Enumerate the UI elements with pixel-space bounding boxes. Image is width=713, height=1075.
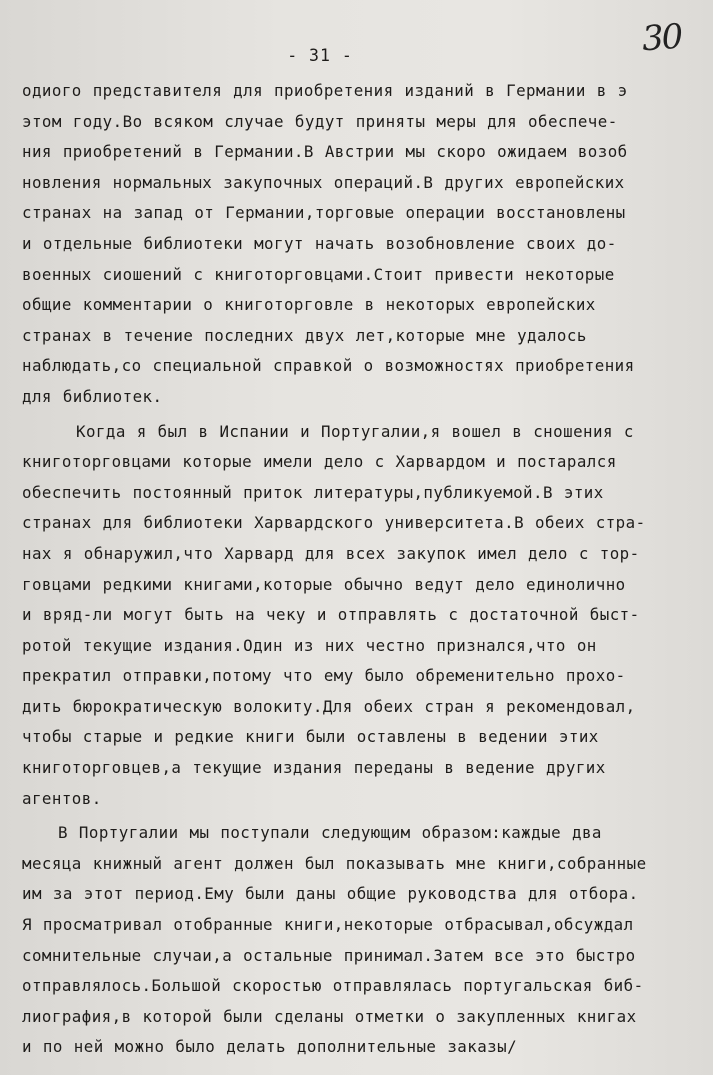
text-line: странах в течение последних двух лет,которые мне удалось bbox=[22, 325, 587, 345]
page-number: - 31 - bbox=[287, 46, 353, 65]
text-line: чтобы старые и редкие книги были оставлены в ведении этих bbox=[22, 727, 599, 747]
text-line: книготорговцев,а текущие издания переданы в ведение других bbox=[22, 758, 606, 778]
text-line: лиография,в которой были сделаны отметки о закупленных книгах bbox=[22, 1006, 637, 1026]
text-line: прекратил отправки,потому что ему было обременительно прохо- bbox=[22, 666, 626, 686]
text-line: и вряд-ли могут быть на чеку и отправлять с достаточной быст- bbox=[22, 605, 640, 625]
text-line: странах на запад от Германии,торговые операции восстановлены bbox=[22, 203, 626, 223]
text-line: месяца книжный агент должен был показывать мне книги,собранные bbox=[22, 853, 647, 873]
text-line: ротой текущие издания.Один из них честно признался,что он bbox=[22, 635, 597, 655]
text-line: дить бюрократическую волокиту.Для обеих стран я рекомендовал, bbox=[22, 696, 636, 716]
text-line: и отдельные библиотеки могут начать возобновление своих до- bbox=[22, 233, 617, 253]
text-line: В Португалии мы поступали следующим образом:каждые два bbox=[58, 823, 602, 843]
handwritten-folio-number: 30 bbox=[640, 16, 683, 60]
text-line: отправлялось.Большой скоростью отправлялась португальская биб- bbox=[22, 976, 644, 996]
text-line: обеспечить постоянный приток литературы,публикуемой.В этих bbox=[22, 482, 604, 502]
paragraph-3 bbox=[22, 818, 712, 1063]
text-line: военных сиошений с книготорговцами.Стоит привести некоторые bbox=[22, 264, 615, 284]
text-line: и по ней можно было делать дополнительные заказы/ bbox=[22, 1037, 518, 1057]
text-line: общие комментарии о книготорговле в некоторых европейских bbox=[22, 295, 596, 315]
text-line: странах для библиотеки Харвардского университета.В обеих стра- bbox=[22, 513, 646, 533]
text-line: ния приобретений в Германии.В Австрии мы скоро ожидаем возоб bbox=[22, 142, 628, 162]
text-line: сомнительные случаи,а остальные принимал.Затем все это быстро bbox=[22, 945, 636, 965]
text-line: этом году.Во всяком случае будут приняты меры для обеспече- bbox=[22, 111, 618, 131]
text-line: Когда я был в Испании и Португалии,я вошел в сношения с bbox=[76, 421, 634, 441]
body-text bbox=[22, 76, 712, 1063]
text-line: наблюдать,со специальной справкой о возможностях приобретения bbox=[22, 356, 635, 376]
text-line: новления нормальных закупочных операций.В других европейских bbox=[22, 172, 625, 192]
paragraph-1 bbox=[22, 76, 712, 413]
text-line: им за этот период.Ему были даны общие руководства для отбора. bbox=[22, 884, 639, 904]
text-line: для библиотек. bbox=[22, 386, 163, 406]
text-line: говцами редкими книгами,которые обычно ведут дело единолично bbox=[22, 574, 626, 594]
text-line: агентов. bbox=[22, 788, 102, 808]
text-line: одиого представителя для приобретения изданий в Германии в э bbox=[22, 81, 628, 100]
paragraph-2 bbox=[22, 417, 712, 815]
text-line: книготорговцами которые имели дело с Харвардом и постарался bbox=[22, 452, 617, 472]
text-line: Я просматривал отобранные книги,некоторые отбрасывал,обсуждал bbox=[22, 915, 634, 935]
text-line: нах я обнаружил,что Харвард для всех закупок имел дело с тор- bbox=[22, 543, 640, 563]
